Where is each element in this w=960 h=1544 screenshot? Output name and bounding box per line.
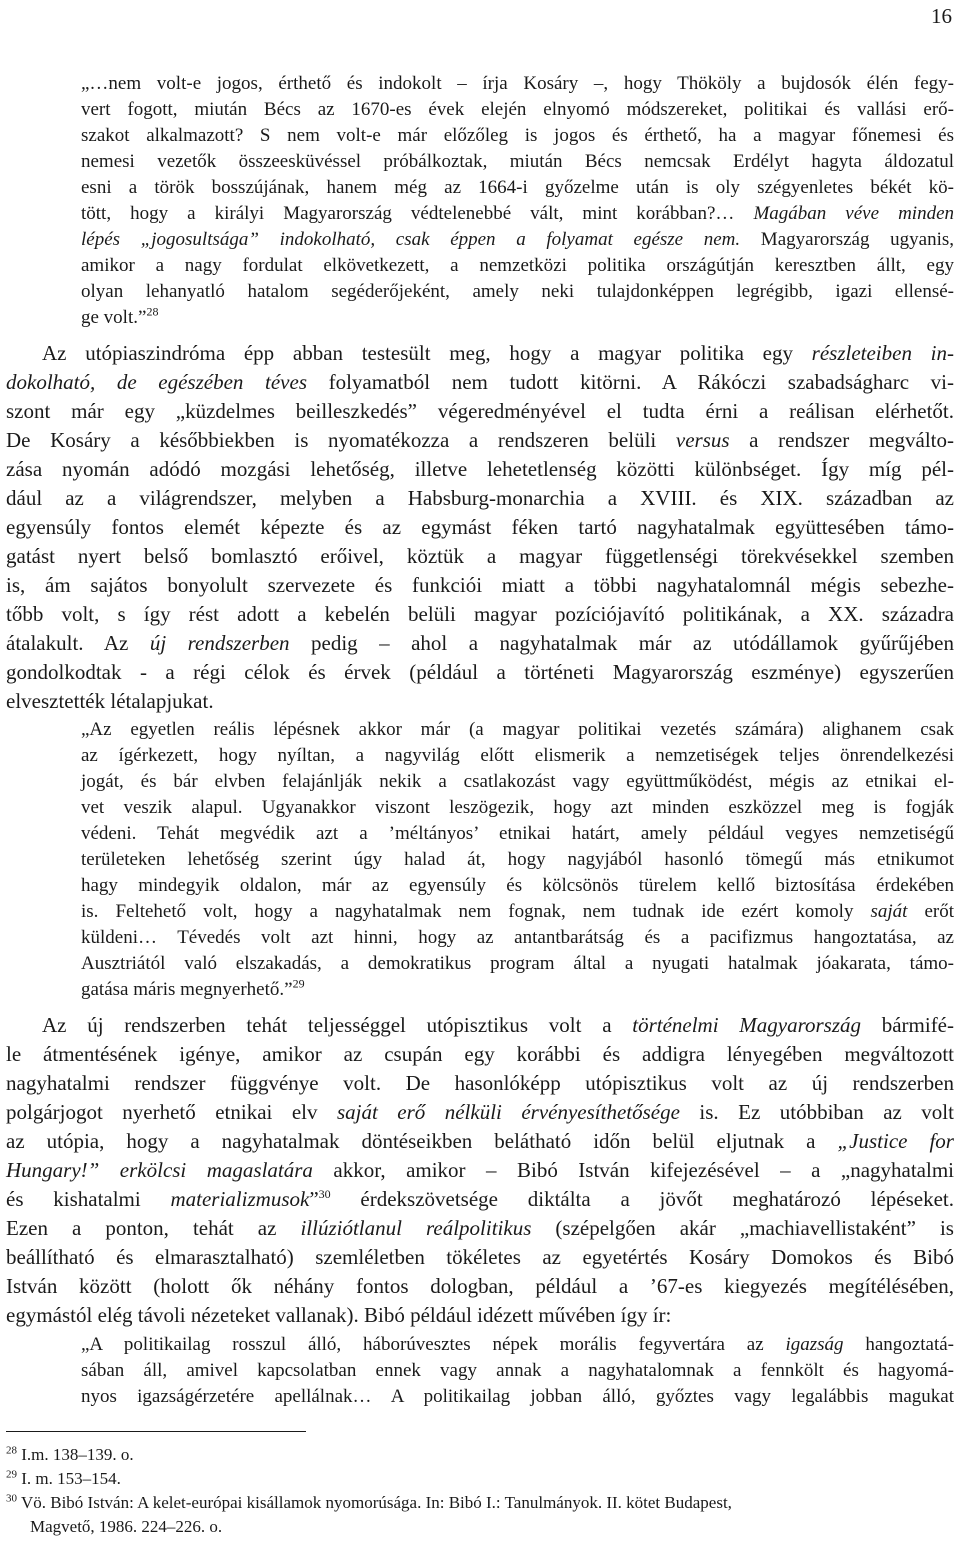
text-line: az ígérkezett, hogy nyíltan, a nagyvilág előtt elismerik a nemzetiségek teljes önrendelkezési — [81, 745, 954, 766]
text-line: küldeni… Tévedés volt azt hinni, hogy az antantbarátság és a pacifizmus hangoztatása, az — [81, 927, 954, 948]
text-line: István között (holott ők néhány fontos dologban, például a ’67-es kiegyezés megítélésében, — [6, 1274, 954, 1298]
text-line: dául az a világrendszer, melyben a Habsburg-monarchia a XVIII. és XIX. században az — [6, 486, 954, 510]
text-line: polgárjogot nyerhető etnikai elv saját erő nélküli érvényesíthetősége is. Ez utóbbiban az volt — [6, 1100, 954, 1124]
text-line: is, ám sajátos bonyolult szervezete és funkciói miatt a többi nagyhatalomnál mégis sebezhe- — [6, 573, 954, 597]
text-line: „A politikailag rosszul álló, háborúvesztes népek morális fegyvertára az igazság hangoztatá- — [81, 1334, 954, 1355]
text-line: és kishatalmi materializmusok”$^{30}$ érdekszövetsége diktálta a jövőt meghatározó lépéseket. — [6, 1187, 955, 1211]
text-line: Ezen a ponton, tehát az illúziótlanul reálpolitikus (szépelgően akár „machiavellistaként” is — [6, 1216, 954, 1240]
text-line: az utópia, hogy a nagyhatalmak döntéseikben belátható időn belül eljutnak a „Justice for — [6, 1129, 954, 1153]
text-line: Hungary!” erkölcsi magaslatára akkor, amikor – Bibó István kifejezésével – a „nagyhatalmi — [6, 1158, 954, 1182]
text-line: dokolható, de egészében téves folyamatból nem tudott kitörni. A Rákóczi szabadságharc vi- — [6, 370, 954, 394]
footnote: $^{28}$ I.m. 138–139. o. — [6, 1444, 134, 1464]
text-line: sában áll, amivel kapcsolatban ennek vagy annak a nagyhatalomnak a fennkölt és hagyomá- — [81, 1360, 954, 1381]
text-line: Ausztriától való elszakadás, a demokratikus program által a nyugati hatalmak jóakarata, támo- — [81, 953, 954, 974]
text-line: nyos igazságérzetére apellálnak… A politikailag jobban álló, győztes vagy legalábbis magukat — [81, 1386, 954, 1407]
text-line: vert fogott, miután Bécs az 1670-es évek elején elnyomó módszereket, politikai és vallási erő- — [81, 99, 954, 120]
text-line: hagy mindegyik oldalon, már az egyensúly és kölcsönös türelem kellő biztosítása érdekében — [81, 875, 954, 896]
text-line: esni a török bosszújának, hanem még az 1664-i győzelme után is oly szégyenletes békét kö- — [81, 177, 954, 198]
text-line: le átmentésének igénye, amikor az csupán egy korábbi és addigra lényegében megváltozott — [6, 1042, 954, 1066]
text-line: tőbb volt, s így rést adott a kebelén belüli magyar pozíciójavító politikának, a XX. századra — [6, 602, 954, 626]
text-line: amikor a nagy fordulat elkövetkezett, a nemzetközi politika országútján keresztben állt, egy — [81, 255, 954, 276]
text-line: zása nyomán adódó mozgási lehetőség, illetve lehetetlenség közötti különbséget. Így míg pél- — [6, 457, 954, 481]
text-line: tött, hogy a királyi Magyarország védtelenebbé vált, mint korábban?… Magában véve minden — [81, 203, 954, 224]
text-line: olyan lehanyatló hatalom segéderőjeként, amely neki tulajdonképpen legrégibb, igazi ellensé- — [81, 281, 954, 302]
footnote: $^{29}$ I. m. 153–154. — [6, 1468, 121, 1488]
text-line: szont már egy „küzdelmes beilleszkedés” végeredményével el tudta érni a reálisan elérhetőt. — [6, 399, 954, 423]
text-line: egymástól elég távoli nézeteket vallanak). Bibó például idézett művében így ír: — [6, 1303, 672, 1327]
footnote-separator — [6, 1431, 306, 1432]
text-line: vet veszik alapul. Ugyanakkor viszont leszögezik, hogy azt minden eszközzel meg is fogják — [81, 797, 954, 818]
text-line: lépés „jogosultsága” indokolható, csak éppen a folyamat egésze nem. Magyarország ugyanis, — [81, 229, 954, 250]
text-line: egyensúly fontos elemét képezte és az egymást féken tartó nagyhatalmak együttesében támo- — [6, 515, 954, 539]
text-line: elvesztették létalapjukat. — [6, 689, 214, 713]
text-line: „Az egyetlen reális lépésnek akkor már (a magyar politikai vezetés számára) alighanem csak — [81, 719, 954, 740]
page-number: 16 — [931, 4, 952, 28]
text-line: is. Feltehető volt, hogy a nagyhatalmak nem fognak, nem tudnak ide ezért komoly saját erőt — [81, 901, 954, 922]
text-line: gatást nyert belső bomlasztó erőivel, köztük a magyar függetlenségi törekvésekkel szemben — [6, 544, 954, 568]
text-line: nagyhatalmi rendszer függvénye volt. De hasonlóképp utópisztikus volt az új rendszerben — [6, 1071, 954, 1095]
text-line: beállítható és elmarasztalható) szemléletben tökéletes az egyetértés Kosáry Domokos és Bibó — [6, 1245, 954, 1269]
text-line: gatása máris megnyerhető.”$^{29}$ — [81, 976, 305, 1000]
footnote: $^{30}$ Vö. Bibó István: A kelet-európai kisállamok nyomorúsága. In: Bibó I.: Tanulmányok. II. kötet Budapest, — [6, 1492, 732, 1512]
text-line: gondolkodtak - a régi célok és érvek (például a történeti Magyarország eszménye) egyszerűen — [6, 660, 954, 684]
text-line: jogát, és bár elvben felajánlják nekik a csatlakozást vagy együttműködést, mégis az etnikai el- — [81, 771, 954, 792]
text-line: ge volt.”$^{28}$ — [81, 304, 159, 328]
text-line: átalakult. Az új rendszerben pedig – ahol a nagyhatalmak már az utódállamok gyűrűjében — [6, 631, 954, 655]
text-line: védeni. Tehát megvédik azt a ’méltányos’ etnikai határt, amely például vegyes nemzetiségű — [81, 823, 954, 844]
text-line: Az utópiaszindróma épp abban testesült meg, hogy a magyar politika egy részleteiben in- — [42, 341, 954, 365]
footnote: Magvető, 1986. 224–226. o. — [30, 1517, 223, 1536]
text-line: nemesi vezetők összeesküvéssel próbálkoztak, miután Bécs nemcsak Erdélyt hagyta áldozatul — [81, 151, 954, 172]
text-line: „…nem volt-e jogos, érthető és indokolt – írja Kosáry –, hogy Thököly a bujdosók élén fegy- — [81, 73, 954, 94]
text-line: szakot alkalmazott? S nem volt-e már előzőleg is jogos és érthető, ha a magyar főnemesi és — [81, 125, 954, 146]
text-line: De Kosáry a későbbiekben is nyomatékozza a rendszeren belüli versus a rendszer megválto- — [6, 428, 954, 452]
text-line: területeken lehetőség szerint úgy halad át, hogy nagyjából hasonló tömegű más etnikumot — [81, 849, 954, 870]
text-line: Az új rendszerben tehát teljességgel utópisztikus volt a történelmi Magyarország bármifé- — [42, 1013, 955, 1037]
